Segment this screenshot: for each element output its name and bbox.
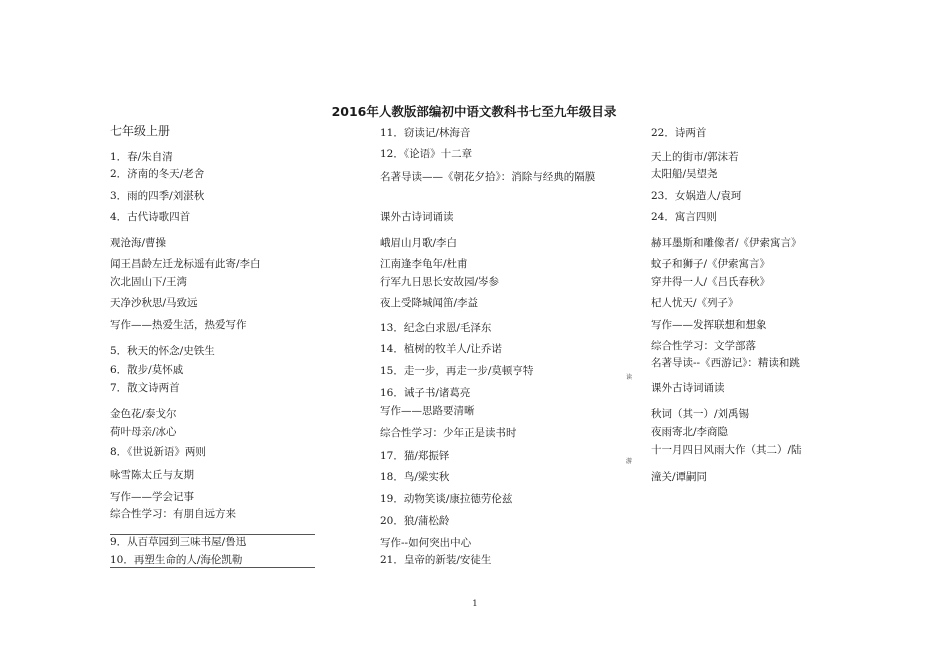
toc-entry: 综合性学习：少年正是读书时 [380,427,517,439]
toc-entry: 观沧海/曹操 [110,237,167,249]
toc-entry: 9．从百草园到三味书屋/鲁迅 [110,536,247,548]
toc-entry: 赫耳墨斯和雕像者/《伊索寓言》 [651,237,802,249]
toc-entry: 23．女娲造人/袁珂 [651,190,742,202]
toc-entry: 12．《论语》十二章 [380,148,473,160]
page-number: 1 [472,599,478,609]
toc-entry: 24．寓言四则 [651,211,717,223]
toc-entry: 6．散步/莫怀戚 [110,364,184,376]
toc-entry: 夜雨寄北/李商隐 [651,426,729,438]
margin-mark: 读 [626,374,633,381]
toc-entry: 13．纪念白求恩/毛泽东 [380,322,492,334]
toc-entry: 15．走一步，再走一步/莫顿亨特 [380,365,534,377]
toc-entry: 太阳船/吴望尧 [651,168,718,180]
toc-entry: 潼关/谭嗣同 [651,471,708,483]
toc-entry: 14．植树的牧羊人/让乔诺 [380,343,502,355]
toc-entry: 金色花/泰戈尔 [110,408,177,420]
toc-entry: 杞人忧天/《列子》 [651,297,739,309]
toc-heading: 七年级上册 [110,124,171,138]
toc-entry: 江南逢李龟年/杜甫 [380,258,468,270]
toc-entry: 课外古诗词诵读 [651,382,725,394]
toc-entry: 11．窃读记/林海音 [380,127,471,139]
toc-entry: 19．动物笑谈/康拉德劳伦兹 [380,493,513,505]
toc-entry: 夜上受降城闻笛/李益 [380,297,479,309]
toc-entry: 写作——思路要清晰 [380,405,475,417]
divider-line [110,567,315,568]
toc-entry: 蚊子和狮子/《伊索寓言》 [651,258,771,270]
divider-line [110,534,315,535]
toc-entry: 写作——热爱生活，热爱写作 [110,319,247,331]
toc-entry: 综合性学习：文学部落 [651,340,756,352]
toc-entry: 十一月四日风雨大作（其二）/陆 [651,444,802,456]
toc-entry: 1．春/朱自清 [110,151,173,163]
toc-entry: 荷叶母亲/冰心 [110,426,177,438]
toc-entry: 8．《世说新语》两则 [110,446,206,458]
toc-entry: 10．再塑生命的人/海伦凯勒 [110,554,243,566]
toc-entry: 18．鸟/梁实秋 [380,471,450,483]
toc-entry: 写作——发挥联想和想象 [651,319,767,331]
toc-entry: 2．济南的冬天/老舍 [110,168,205,180]
toc-entry: 行军九日思长安故园/岑参 [380,276,500,288]
margin-mark: 游 [626,458,633,465]
toc-entry: 写作——学会记事 [110,491,194,503]
toc-entry: 峨眉山月歌/李白 [380,237,458,249]
toc-entry: 天上的街市/郭沫若 [651,151,739,163]
toc-entry: 名著导读——《朝花夕拾》：消除与经典的隔膜 [380,171,596,183]
toc-entry: 21．皇帝的新装/安徒生 [380,554,492,566]
toc-entry: 22．诗两首 [651,127,707,139]
document-title: 2016年人教版部编初中语文教科书七至九年级目录 [331,104,617,119]
toc-entry: 20．狼/蒲松龄 [380,515,450,527]
toc-entry: 16．诫子书/诸葛亮 [380,387,471,399]
toc-entry: 综合性学习：有朋自远方来 [110,508,236,520]
toc-entry: 17．猫/郑振铎 [380,450,450,462]
toc-entry: 咏雪陈太丘与友期 [110,469,194,481]
toc-entry: 秋词（其一）/刘禹锡 [651,408,750,420]
toc-entry: 次北固山下/王湾 [110,276,188,288]
toc-entry: 天净沙秋思/马致远 [110,297,198,309]
toc-entry: 3．雨的四季/刘湛秋 [110,190,205,202]
toc-entry: 穿井得一人/《吕氏春秋》 [651,276,771,288]
toc-entry: 名著导读--《西游记》：精读和跳 [651,357,800,369]
toc-entry: 闻王昌龄左迁龙标遥有此寄/李白 [110,258,261,270]
toc-entry: 7．散文诗两首 [110,382,180,394]
toc-entry: 课外古诗词诵读 [380,211,454,223]
toc-entry: 写作--如何突出中心 [380,537,472,549]
toc-entry: 5．秋天的怀念/史铁生 [110,345,215,357]
toc-entry: 4．古代诗歌四首 [110,211,191,223]
